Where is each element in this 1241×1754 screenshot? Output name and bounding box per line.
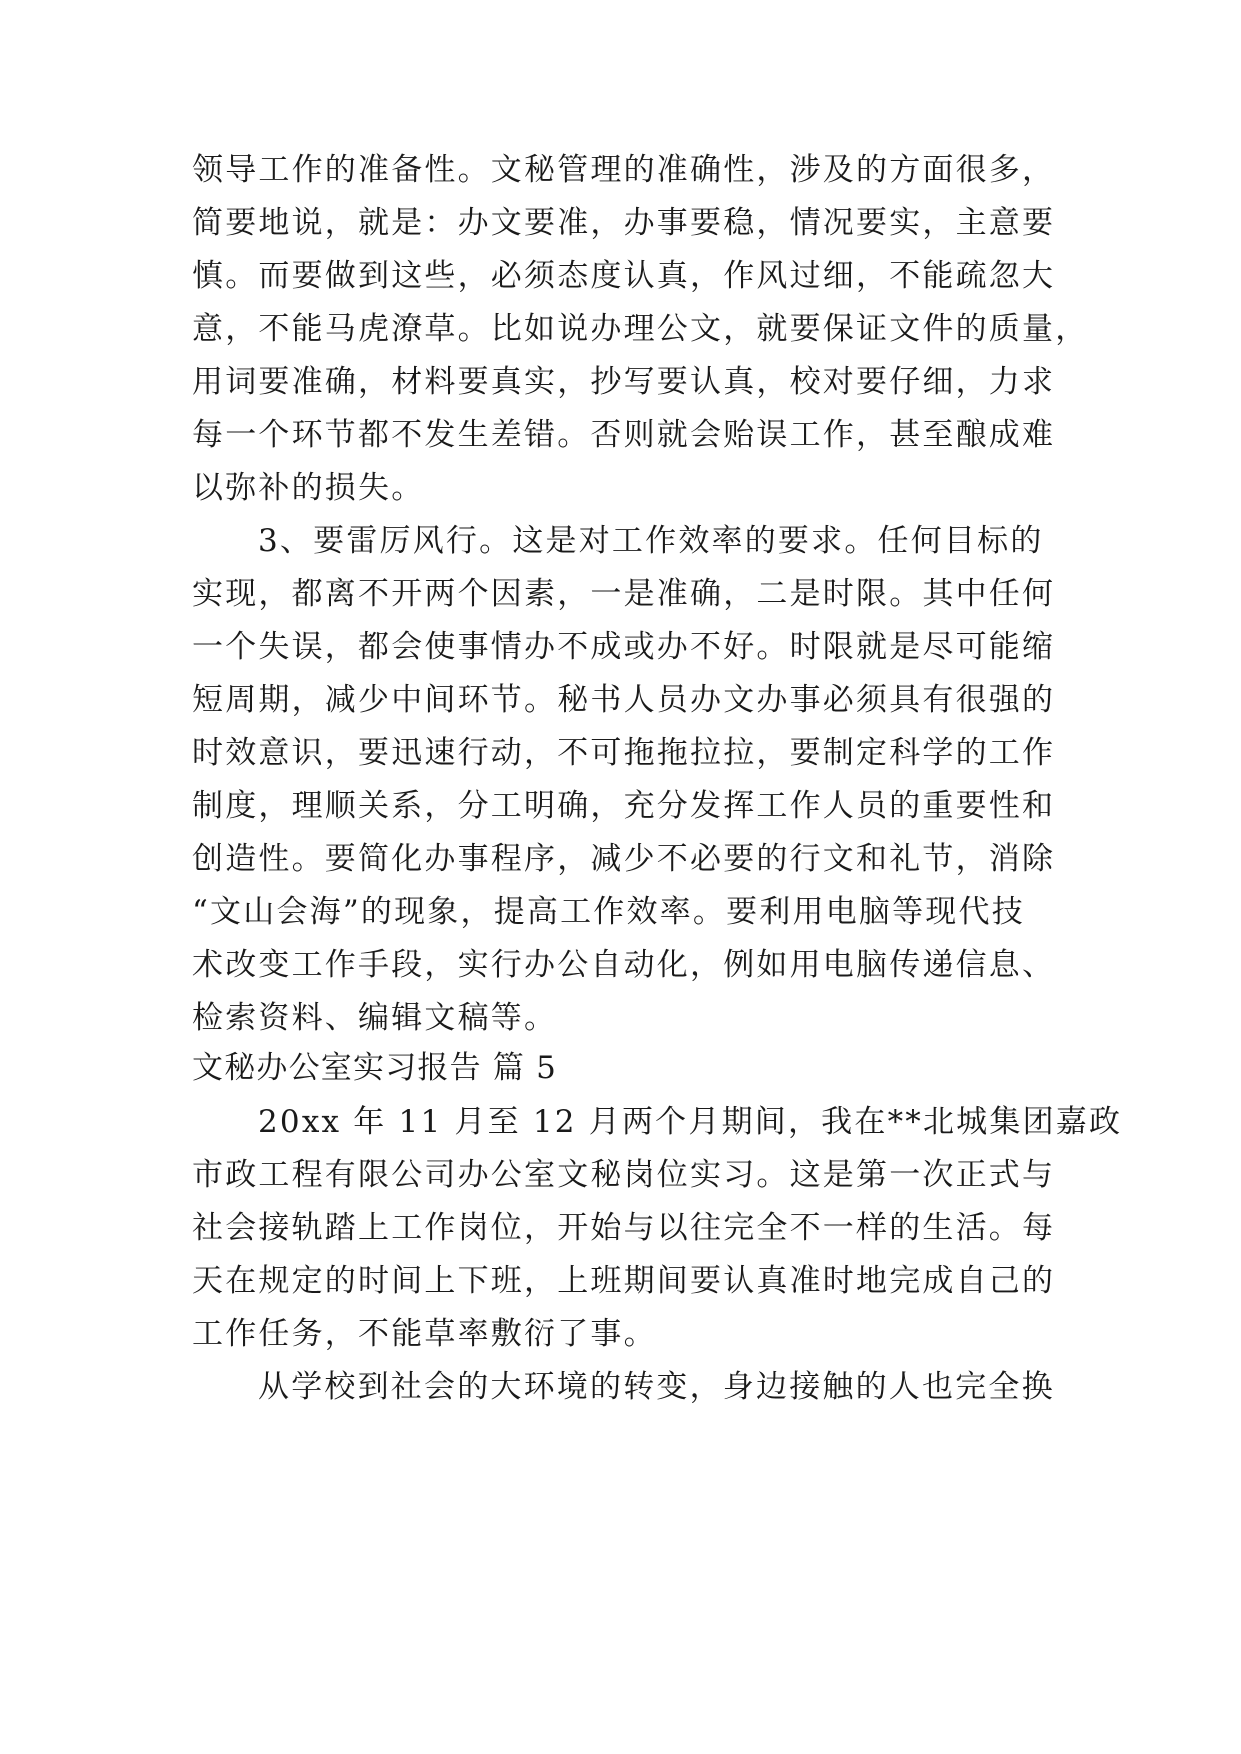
- text-line: 一个失误，都会使事情办不成或办不好。时限就是尽可能缩: [192, 629, 1056, 665]
- paragraph-first-line: 3、要雷厉风行。这是对工作效率的要求。任何目标的: [258, 523, 1044, 559]
- section-heading: 文秘办公室实习报告 篇 5: [192, 1050, 558, 1086]
- text-line: 每一个环节都不发生差错。否则就会贻误工作，甚至酿成难: [192, 417, 1056, 453]
- text-line: 市政工程有限公司办公室文秘岗位实习。这是第一次正式与: [192, 1157, 1056, 1193]
- text-line: 创造性。要简化办事程序，减少不必要的行文和礼节，消除: [192, 841, 1056, 877]
- text-line: 社会接轨踏上工作岗位，开始与以往完全不一样的生活。每: [192, 1210, 1056, 1246]
- text-line: 工作任务，不能草率敷衍了事。: [192, 1316, 657, 1352]
- text-line: 以弥补的损失。: [192, 470, 425, 506]
- paragraph-first-line: 从学校到社会的大环境的转变，身边接触的人也完全换: [258, 1369, 1055, 1405]
- text-line: “文山会海”的现象，提高工作效率。要利用电脑等现代技: [192, 894, 1025, 930]
- text-line: 用词要准确，材料要真实，抄写要认真，校对要仔细，力求: [192, 364, 1056, 400]
- text-line: 意，不能马虎潦草。比如说办理公文，就要保证文件的质量，: [192, 311, 1089, 347]
- text-line: 检索资料、编辑文稿等。: [192, 1000, 558, 1036]
- text-line: 简要地说，就是：办文要准，办事要稳，情况要实，主意要: [192, 205, 1056, 241]
- text-line: 慎。而要做到这些，必须态度认真，作风过细，不能疏忽大: [192, 258, 1056, 294]
- text-line: 术改变工作手段，实行办公自动化，例如用电脑传递信息、: [192, 947, 1056, 983]
- text-line: 实现，都离不开两个因素，一是准确，二是时限。其中任何: [192, 576, 1056, 612]
- text-line: 短周期，减少中间环节。秘书人员办文办事必须具有很强的: [192, 682, 1056, 718]
- text-line: 制度，理顺关系，分工明确，充分发挥工作人员的重要性和: [192, 788, 1056, 824]
- text-line: 领导工作的准备性。文秘管理的准确性，涉及的方面很多，: [192, 152, 1056, 188]
- text-line: 天在规定的时间上下班，上班期间要认真准时地完成自己的: [192, 1263, 1056, 1299]
- text-line: 时效意识，要迅速行动，不可拖拖拉拉，要制定科学的工作: [192, 735, 1056, 771]
- paragraph-first-line: 20xx 年 11 月至 12 月两个月期间，我在**北城集团嘉政: [258, 1104, 1123, 1140]
